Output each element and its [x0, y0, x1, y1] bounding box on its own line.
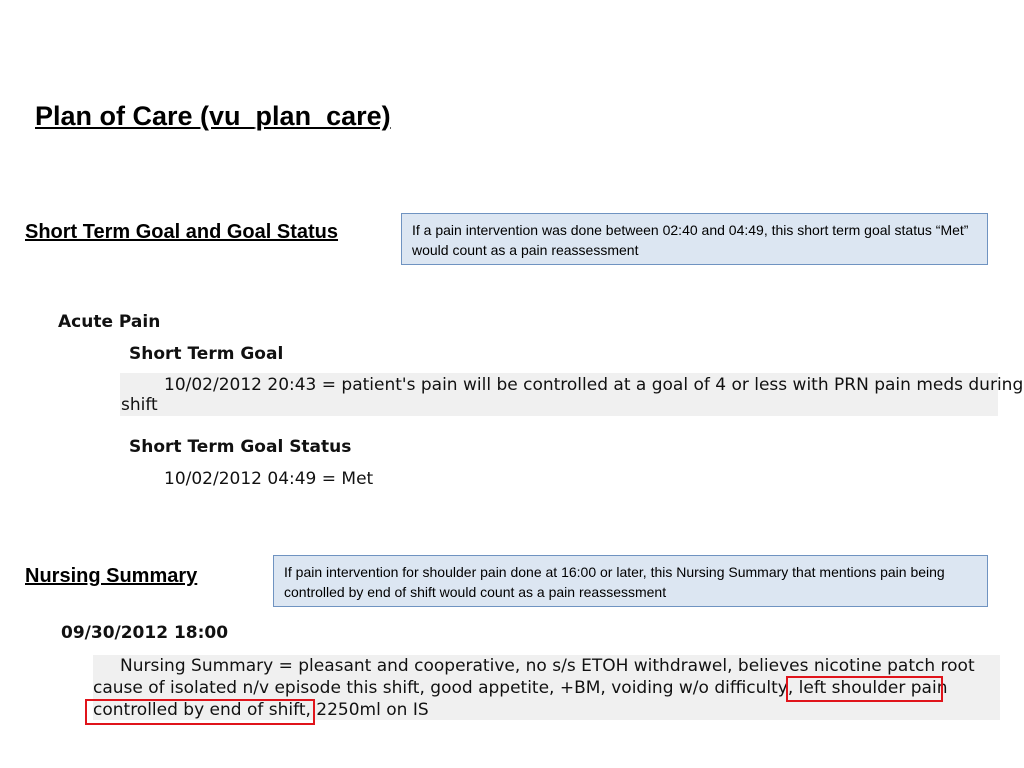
summary-line-2: cause of isolated n/v episode this shift, good appetite, +BM, voiding w/o difficulty, left shoulder pain — [93, 678, 948, 698]
summary-timestamp: 09/30/2012 18:00 — [61, 623, 229, 643]
callout-nursing-summary: If pain intervention for shoulder pain done at 16:00 or later, this Nursing Summary that mentions pain being controlled by end of shift would count as a pain reassessment — [273, 555, 988, 607]
slide-title: Plan of Care (vu_plan_care) — [35, 101, 391, 131]
section-heading-nursing-summary: Nursing Summary — [25, 565, 198, 587]
goal-label: Short Term Goal — [129, 344, 284, 364]
section-heading-short-term-goal: Short Term Goal and Goal Status — [25, 221, 339, 243]
goal-status-line: 10/02/2012 04:49 = Met — [164, 469, 374, 489]
highlight-box-shoulder-pain — [786, 676, 943, 702]
summary-line-3: controlled by end of shift, 2250ml on IS — [93, 700, 429, 720]
goal-status-label: Short Term Goal Status — [129, 437, 352, 457]
goal-line-1: 10/02/2012 20:43 = patient's pain will be controlled at a goal of 4 or less with PRN pain meds during — [164, 375, 1024, 395]
highlight-box-controlled-end-of-shift — [85, 699, 315, 725]
goal-line-2: shift — [121, 395, 158, 415]
summary-line-1: Nursing Summary = pleasant and cooperative, no s/s ETOH withdrawel, believes nicotine patch root — [120, 656, 975, 676]
category-label: Acute Pain — [58, 312, 161, 332]
goal-shaded-row — [120, 373, 1024, 416]
callout-short-term-goal: If a pain intervention was done between 02:40 and 04:49, this short term goal status “Met” would count as a pain reassessment — [401, 213, 988, 265]
